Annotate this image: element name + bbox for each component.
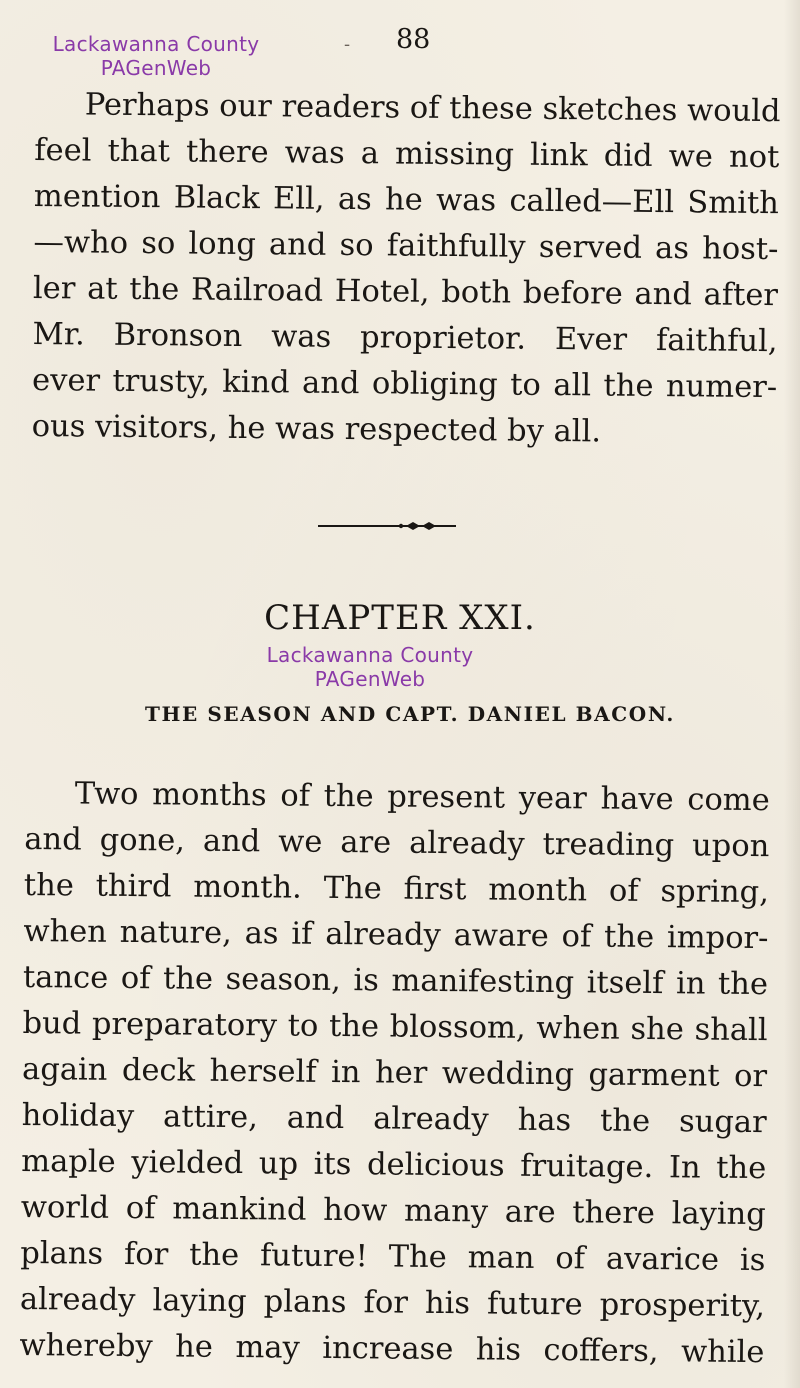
text-line: already laying plans for his future prosperity,	[19, 1281, 766, 1325]
paragraph-black-ell	[31, 82, 779, 457]
watermark-line: PAGenWeb	[100, 56, 212, 80]
page-number: 88	[396, 24, 431, 55]
text-line: —who so long and so faithfully served as host-	[33, 224, 779, 268]
text-line: when nature, as if already aware of the impor-	[23, 913, 769, 957]
text-line: ous visitors, he was respected by all.	[31, 408, 602, 450]
text-line: mention Black Ell, as he was called—Ell Smith	[33, 178, 780, 222]
text-line: the third month. The first month of spring,	[23, 867, 770, 911]
paragraph-the-season	[19, 771, 770, 1376]
section-divider-ornament	[318, 519, 456, 533]
text-line: holiday attire, and already has the sugar	[21, 1097, 767, 1141]
chapter-heading: CHAPTER XXI.	[264, 598, 536, 638]
text-line: maple yielded up its delicious fruitage. In the	[21, 1143, 767, 1187]
text-line: whereby he may increase his coffers, while	[19, 1327, 765, 1371]
text-line: bud preparatory to the blossom, when she shall	[22, 1005, 768, 1049]
watermark-line: Lackawanna County	[266, 643, 474, 667]
watermark-top	[18, 32, 294, 80]
chapter-subtitle: THE SEASON AND CAPT. DANIEL BACON.	[144, 702, 675, 726]
page-edge-shadow	[784, 0, 800, 1388]
text-line: ever trusty, kind and obliging to all the numer-	[31, 362, 778, 406]
text-line: Two months of the present year have come	[74, 776, 770, 819]
text-line: world of mankind how many are there laying	[20, 1189, 766, 1233]
page-mark: -	[344, 34, 351, 55]
text-line: feel that there was a missing link did we not	[34, 132, 780, 176]
text-line: and gone, and we are already treading upon	[24, 821, 770, 865]
watermark-line: Lackawanna County	[52, 32, 260, 56]
watermark-middle	[228, 643, 512, 691]
text-line: tance of the season, is manifesting itself in the	[22, 959, 769, 1003]
text-line: plans for the future! The man of avarice is	[20, 1235, 766, 1279]
text-line: ler at the Railroad Hotel, both before and after	[32, 270, 779, 314]
text-line: Perhaps our readers of these sketches would	[84, 87, 781, 130]
watermark-line: PAGenWeb	[314, 667, 426, 691]
text-line: Mr. Bronson was proprietor. Ever faithful,	[32, 316, 778, 360]
text-line: again deck herself in her wedding garment or	[21, 1051, 768, 1095]
